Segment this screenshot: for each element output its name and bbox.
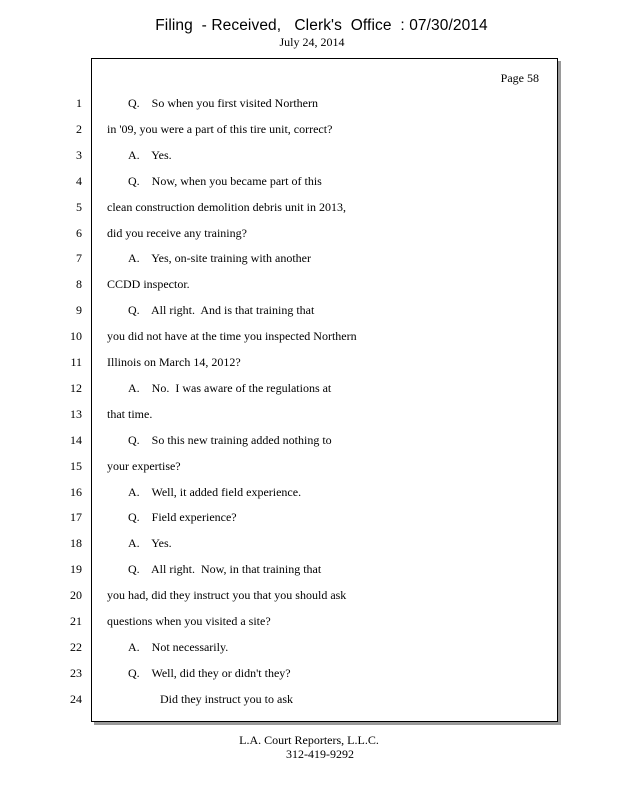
transcript-line: Q. All right. Now, in that training that [128, 562, 322, 576]
line-number: 2 [76, 122, 82, 136]
transcript-date: July 24, 2014 [279, 35, 345, 49]
line-number: 20 [70, 588, 82, 602]
transcript-line: A. Yes. [128, 536, 172, 550]
transcript-line: Did they instruct you to ask [160, 692, 293, 706]
transcript-line: Q. Well, did they or didn't they? [128, 666, 291, 680]
line-number: 4 [76, 174, 82, 188]
transcript-line: did you receive any training? [107, 226, 247, 240]
line-number: 10 [70, 329, 82, 343]
line-number: 16 [70, 485, 82, 499]
line-number: 6 [76, 226, 82, 240]
line-number: 3 [76, 148, 82, 162]
line-number: 23 [70, 666, 82, 680]
transcript-line: your expertise? [107, 459, 181, 473]
line-number: 15 [70, 459, 82, 473]
transcript-line: Q. All right. And is that training that [128, 303, 315, 317]
transcript-line: you had, did they instruct you that you should ask [107, 588, 347, 602]
transcript-line: A. Yes, on-site training with another [128, 251, 311, 265]
transcript-line: Q. Field experience? [128, 510, 237, 524]
transcript-line: A. Well, it added field experience. [128, 485, 302, 499]
footer-firm: L.A. Court Reporters, L.L.C. [239, 733, 379, 747]
transcript-line: Q. Now, when you became part of this [128, 174, 322, 188]
transcript-line: questions when you visited a site? [107, 614, 271, 628]
transcript-line: Illinois on March 14, 2012? [107, 355, 241, 369]
transcript-line: Q. So when you first visited Northern [128, 96, 318, 110]
line-number: 1 [76, 96, 82, 110]
line-number: 11 [70, 355, 82, 369]
line-number: 13 [70, 407, 82, 421]
document-header [0, 17, 618, 49]
line-number: 17 [70, 510, 82, 524]
filing-stamp: Filing - Received, Clerk's Office : 07/30/2014 [155, 17, 488, 34]
line-number: 19 [70, 562, 82, 576]
page-number: Page 58 [500, 71, 539, 85]
transcript-line: in '09, you were a part of this tire unit, correct? [107, 122, 333, 136]
transcript-line: A. Not necessarily. [128, 640, 229, 654]
line-number: 7 [76, 251, 82, 265]
line-number: 8 [76, 277, 82, 291]
line-number: 18 [70, 536, 82, 550]
footer-phone: 312-419-9292 [286, 747, 354, 761]
line-number: 22 [70, 640, 82, 654]
line-number: 14 [70, 433, 82, 447]
transcript-line: CCDD inspector. [107, 277, 190, 291]
transcript-line: A. Yes. [128, 148, 172, 162]
line-number: 9 [76, 303, 82, 317]
line-number: 24 [70, 692, 82, 706]
transcript-line: A. No. I was aware of the regulations at [128, 381, 332, 395]
transcript-line: that time. [107, 407, 153, 421]
transcript-line: Q. So this new training added nothing to [128, 433, 332, 447]
line-number: 12 [70, 381, 82, 395]
line-number: 5 [76, 200, 82, 214]
line-number: 21 [70, 614, 82, 628]
transcript-line: clean construction demolition debris unit in 2013, [107, 200, 346, 214]
transcript-line: you did not have at the time you inspected Northern [107, 329, 357, 343]
